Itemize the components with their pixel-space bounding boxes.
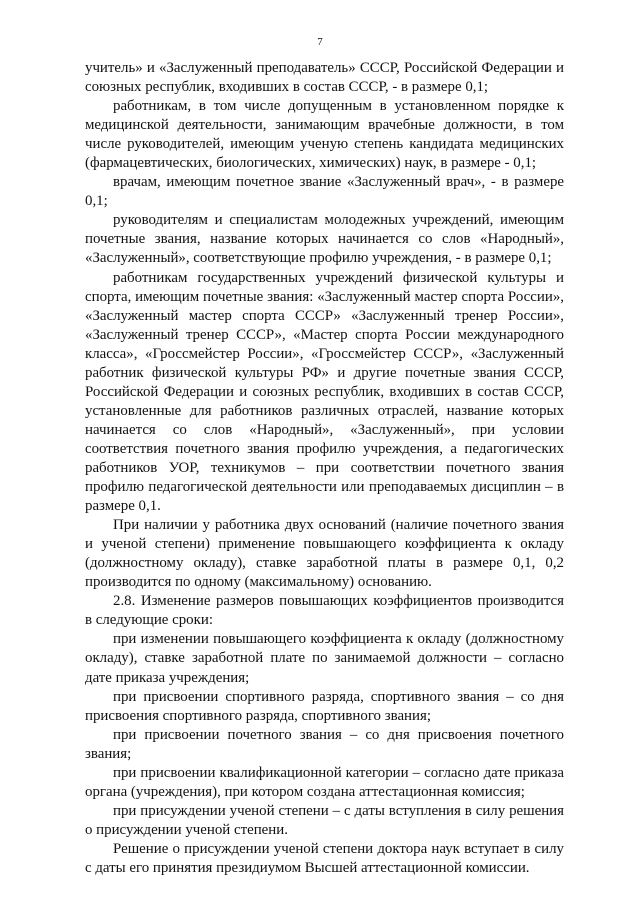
paragraph-continuation: учитель» и «Заслуженный преподаватель» СССР, Российской Федерации и союзных республик, входивших в состав СССР, - в размере 0,1; [85, 60, 564, 96]
paragraph-sports-rank: при присвоении спортивного разряда, спортивного звания – со дня присвоения спортивного разряда, спортивного звания; [85, 688, 564, 724]
section-2-8-heading: 2.8. Изменение размеров повышающих коэффициентов производится в следующие сроки: [85, 593, 564, 629]
paragraph-honorary-title: при присвоении почетного звания – со дня присвоения почетного звания; [85, 726, 564, 762]
paragraph-coefficient-change: при изменении повышающего коэффициента к окладу (должностному окладу), ставке заработной плате по занимаемой должности – согласно дате приказа учреждения; [85, 631, 564, 686]
paragraph-youth-institutions: руководителям и специалистам молодежных учреждений, имеющим почетные звания, название которых начинается со слов «Народный», «Заслуженный», соответствующие профилю учреждения, - в размере 0,1; [85, 212, 564, 267]
paragraph-academic-degree: при присуждении ученой степени – с даты вступления в силу решения о присуждении ученой степени. [85, 802, 564, 838]
page-number: 7 [317, 36, 323, 48]
paragraph-qualification-category: при присвоении квалификационной категории – согласно дате приказа органа (учреждения), при котором создана аттестационная комиссия; [85, 764, 564, 800]
paragraph-sports-institutions: работникам государственных учреждений физической культуры и спорта, имеющим почетные звания: «Заслуженный мастер спорта России», «Заслуженный мастер спорта СССР» «Заслуженный тренер России», «Заслуженный тренер СССР», «Мастер спорта России международного класса», «Гроссмейстер России», «Гроссмейстер СССР», «Заслуженный работник физической культуры РФ» и другие почетные звания СССР, Российской Федерации и союзных республик, входивших в состав СССР, установленные для работников различных отраслей, название которых начинается со слов «Народный», «Заслуженный», при условии соответствия почетного звания профилю учреждения, а педагогических работников УОР, техникумов – при соответствии почетного звания профилю педагогической деятельности или преподаваемых дисциплин – в размере 0,1. [85, 269, 564, 515]
paragraph-doctors: врачам, имеющим почетное звание «Заслуженный врач», - в размере 0,1; [85, 174, 564, 210]
paragraph-doctor-of-science: Решение о присуждении ученой степени доктора наук вступает в силу с даты его принятия президиумом Высшей аттестационной комиссии. [85, 840, 564, 876]
document-body [85, 59, 564, 878]
paragraph-two-grounds: При наличии у работника двух оснований (наличие почетного звания и ученой степени) применение повышающего коэффициента к окладу (должностному окладу), ставке заработной платы в размере 0,1, 0,2 производится по одному (максимальному) основанию. [85, 517, 564, 591]
paragraph-medical-workers: работникам, в том числе допущенным в установленном порядке к медицинской деятельности, занимающим врачебные должности, в том числе руководителей, имеющим ученую степень кандидата медицинских (фармацевтических, биологических, химических) наук, в размере - 0,1; [85, 98, 564, 172]
